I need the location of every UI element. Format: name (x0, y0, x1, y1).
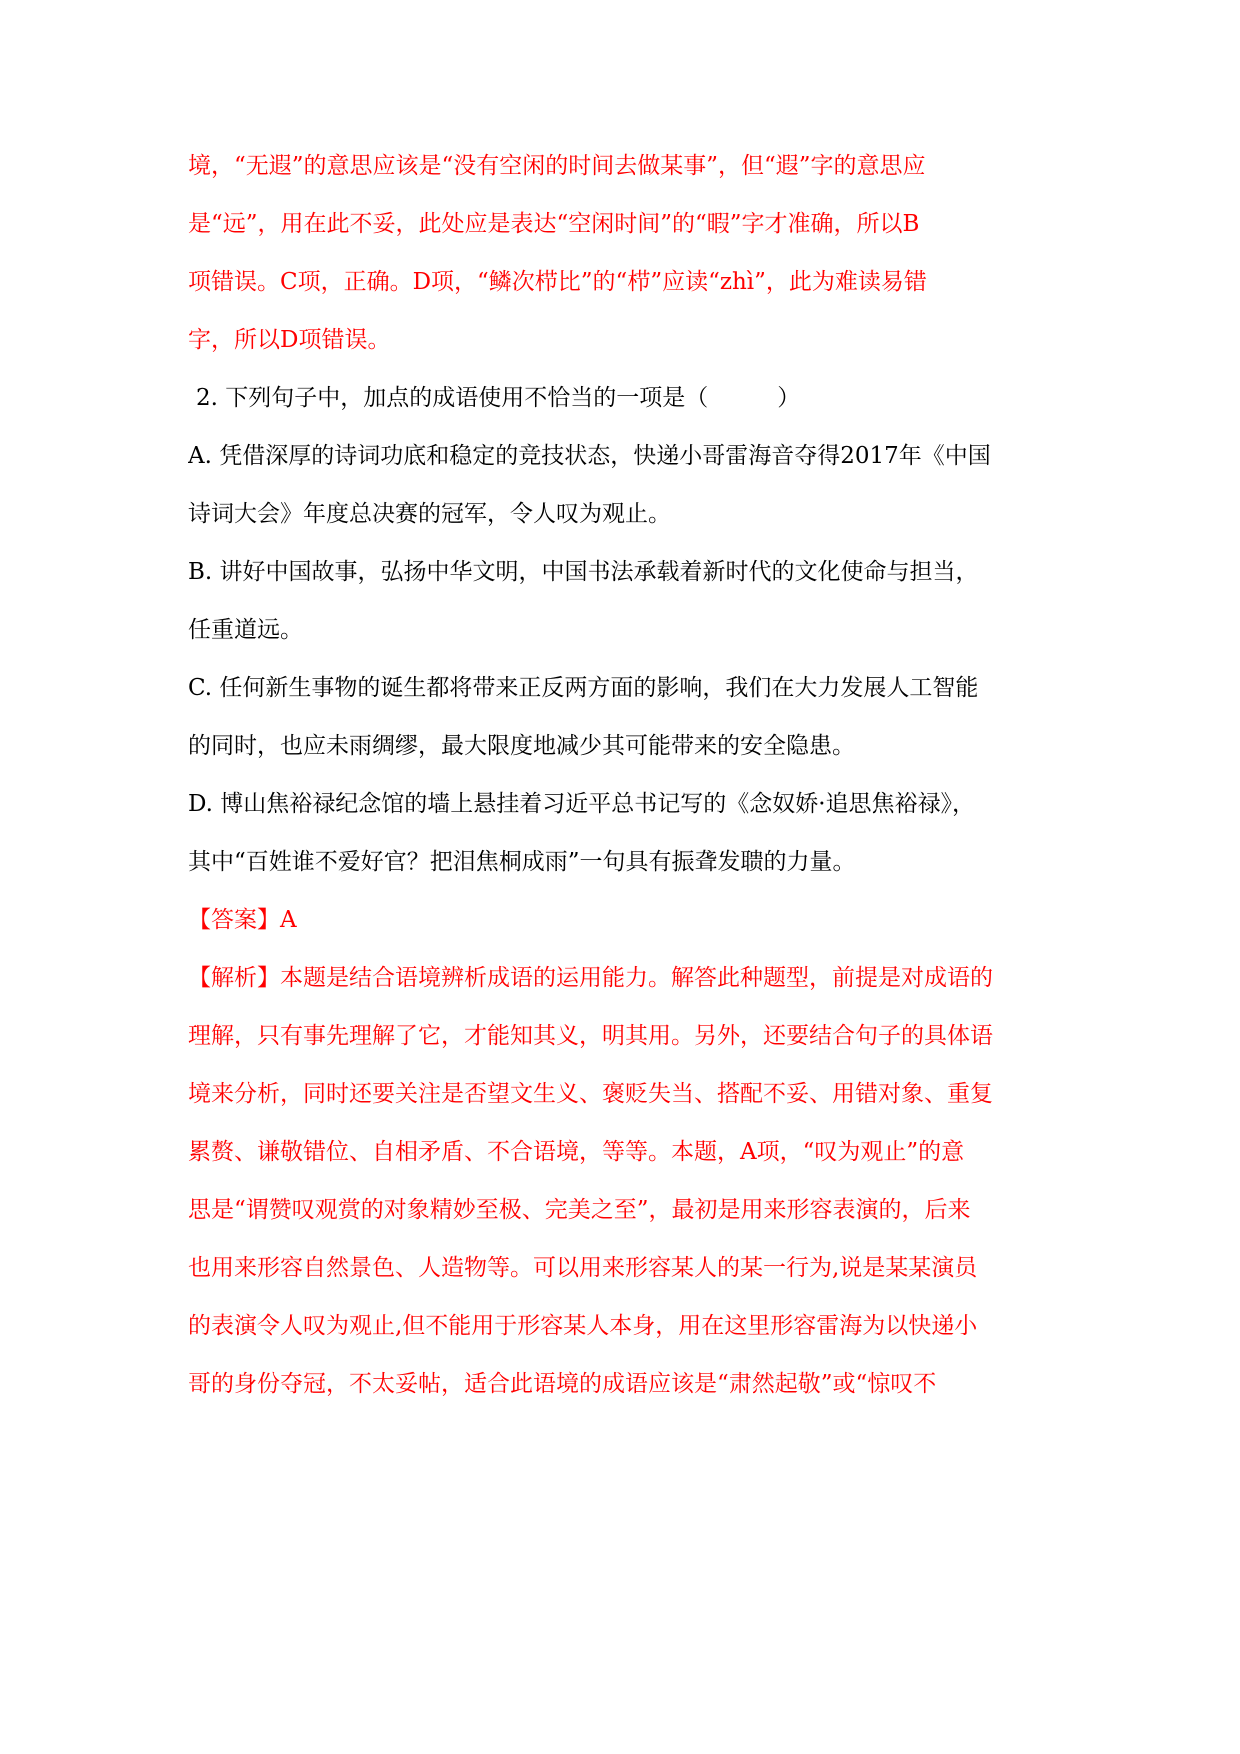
explanation-q2-line-3: 境来分析，同时还要关注是否望文生义、褒贬失当、搭配不妥、用错对象、重复 (188, 1081, 993, 1107)
explanation-q1-line-3: 项错误。C项，正确。D项，“鳞次栉比”的“栉”应读“zhì”，此为难读易错 (188, 269, 927, 295)
explanation-q2-line-6: 也用来形容自然景色、人造物等。可以用来形容某人的某一行为,说是某某演员 (188, 1255, 978, 1281)
answer-line (188, 904, 1068, 936)
explanation-q2-line-8: 哥的身份夺冠，不太妥帖，适合此语境的成语应该是“肃然起敬”或“惊叹不 (188, 1371, 937, 1397)
explanation-q1-line-1: 境，“无遐”的意思应该是“没有空闲的时间去做某事”，但“遐”字的意思应 (188, 153, 926, 179)
option-a-line-1: A. 凭借深厚的诗词功底和稳定的竞技状态，快递小哥雷海音夺得2017年《中国 (188, 443, 991, 469)
option-b-line-2: 任重道远。 (188, 617, 303, 643)
explanation-q2-line-2: 理解，只有事先理解了它，才能知其义，明其用。另外，还要结合句子的具体语 (188, 1023, 993, 1049)
explanation-first-text: 本题是结合语境辨析成语的运用能力。解答此种题型，前提是对成语的 (280, 965, 993, 991)
explanation-q2-line-4: 累赘、谦敬错位、自相矛盾、不合语境，等等。本题，A项，“叹为观止”的意 (188, 1139, 965, 1165)
answer-label: 【答案】 (188, 907, 280, 933)
option-a-line-2: 诗词大会》年度总决赛的冠军，令人叹为观止。 (188, 501, 671, 527)
explanation-label: 【解析】 (188, 965, 280, 991)
option-c-line-1: C. 任何新生事物的诞生都将带来正反两方面的影响，我们在大力发展人工智能 (188, 675, 979, 701)
explanation-q1-line-2: 是“远”，用在此不妥，此处应是表达“空闲时间”的“暇”字才准确，所以B (188, 211, 920, 237)
explanation-q2-line-5: 思是“谓赞叹观赏的对象精妙至极、完美之至”，最初是用来形容表演的，后来 (188, 1197, 971, 1223)
option-d-line-1: D. 博山焦裕禄纪念馆的墙上悬挂着习近平总书记写的《念奴娇·追思焦裕禄》， (188, 791, 976, 817)
answer-value: A (280, 907, 297, 933)
option-d-line-2: 其中“百姓谁不爱好官？把泪焦桐成雨”一句具有振聋发聩的力量。 (188, 849, 856, 875)
question-2-stem: 2. 下列句子中，加点的成语使用不恰当的一项是（ ） (196, 385, 801, 411)
explanation-q2-line-7: 的表演令人叹为观止,但不能用于形容某人本身，用在这里形容雷海为以快递小 (188, 1313, 978, 1339)
explanation-q2-line-1 (188, 962, 1068, 994)
option-b-line-1: B. 讲好中国故事，弘扬中华文明，中国书法承载着新时代的文化使命与担当， (188, 559, 979, 585)
option-c-line-2: 的同时，也应未雨绸缪，最大限度地减少其可能带来的安全隐患。 (188, 733, 855, 759)
explanation-q1-line-4: 字，所以D项错误。 (188, 327, 391, 353)
